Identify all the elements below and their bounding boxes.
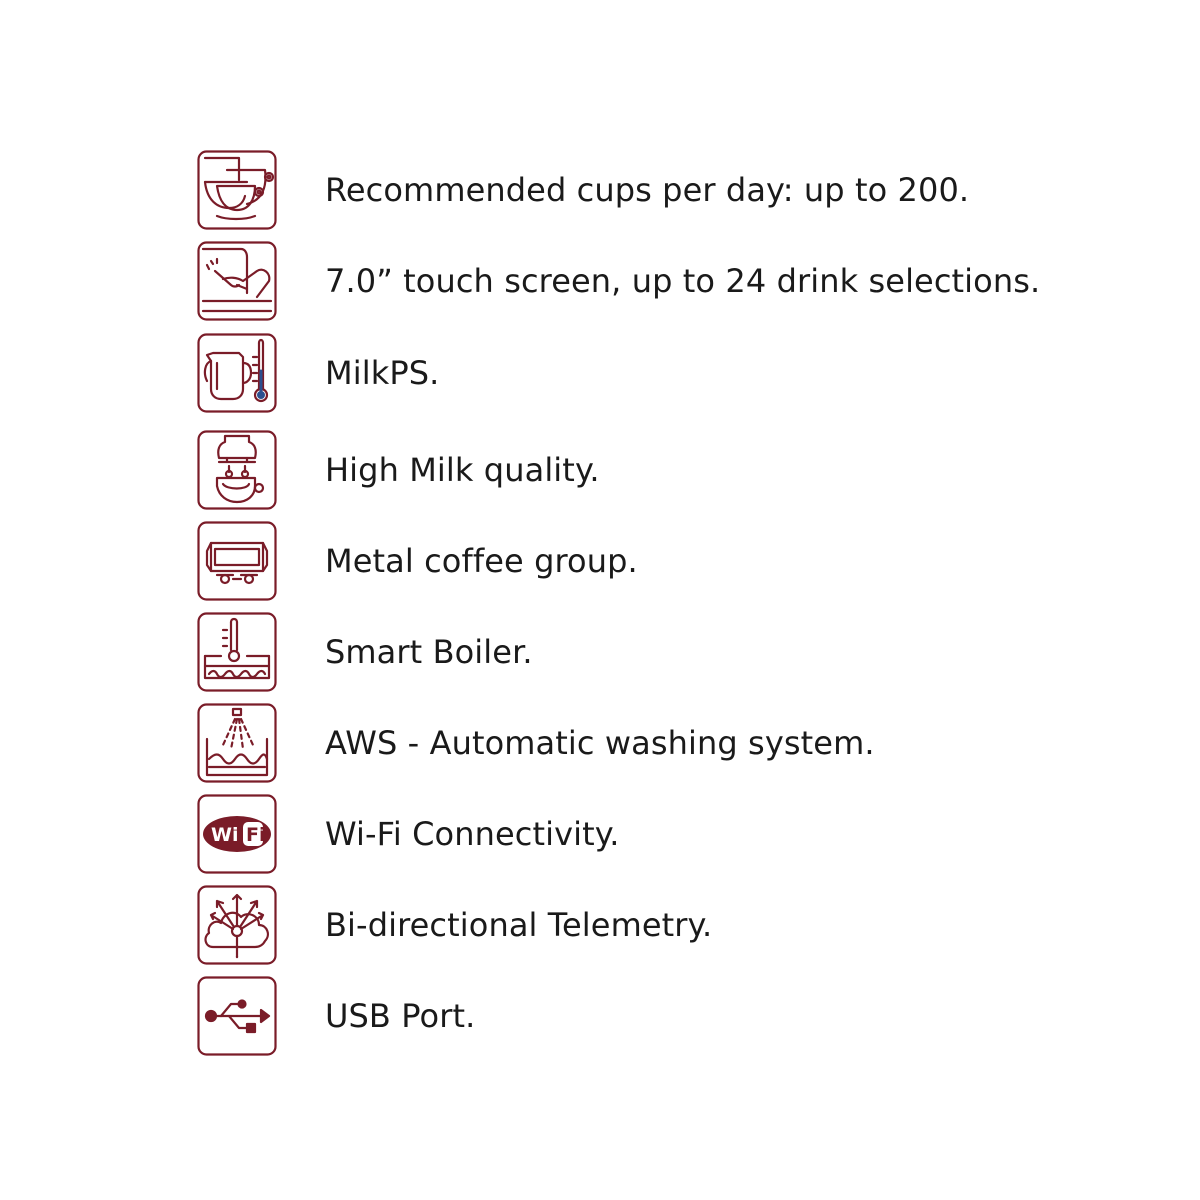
feature-text: Bi-directional Telemetry. [325, 906, 713, 944]
feature-item-wifi [197, 794, 1097, 874]
svg-text:Fi: Fi [246, 824, 266, 846]
feature-text: Recommended cups per day: up to 200. [325, 171, 970, 209]
washing-spray-icon [197, 703, 277, 783]
feature-text: 7.0” touch screen, up to 24 drink selections. [325, 262, 1041, 300]
feature-item-touch-screen [197, 241, 1097, 321]
milk-dispenser-icon [197, 430, 277, 510]
wifi-icon [197, 794, 277, 874]
feature-text: Smart Boiler. [325, 633, 533, 671]
svg-text:Wi: Wi [211, 824, 239, 846]
feature-item-usb [197, 976, 1097, 1056]
boiler-thermometer-icon [197, 612, 277, 692]
feature-item-cups [197, 150, 1097, 230]
feature-item-smart-boiler [197, 612, 1097, 692]
feature-text: Wi-Fi Connectivity. [325, 815, 620, 853]
feature-text: USB Port. [325, 997, 476, 1035]
feature-text: MilkPS. [325, 354, 440, 392]
feature-text: High Milk quality. [325, 451, 600, 489]
feature-text: AWS - Automatic washing system. [325, 724, 875, 762]
feature-item-telemetry [197, 885, 1097, 965]
feature-text: Metal coffee group. [325, 542, 638, 580]
coffee-group-icon [197, 521, 277, 601]
coffee-cups-icon [197, 150, 277, 230]
usb-icon [197, 976, 277, 1056]
telemetry-cloud-icon [197, 885, 277, 965]
feature-item-milk-quality [197, 430, 1097, 510]
feature-item-coffee-group [197, 521, 1097, 601]
feature-item-milkps [197, 333, 1097, 413]
milk-jug-thermometer-icon [197, 333, 277, 413]
feature-item-aws [197, 703, 1097, 783]
touch-screen-icon [197, 241, 277, 321]
